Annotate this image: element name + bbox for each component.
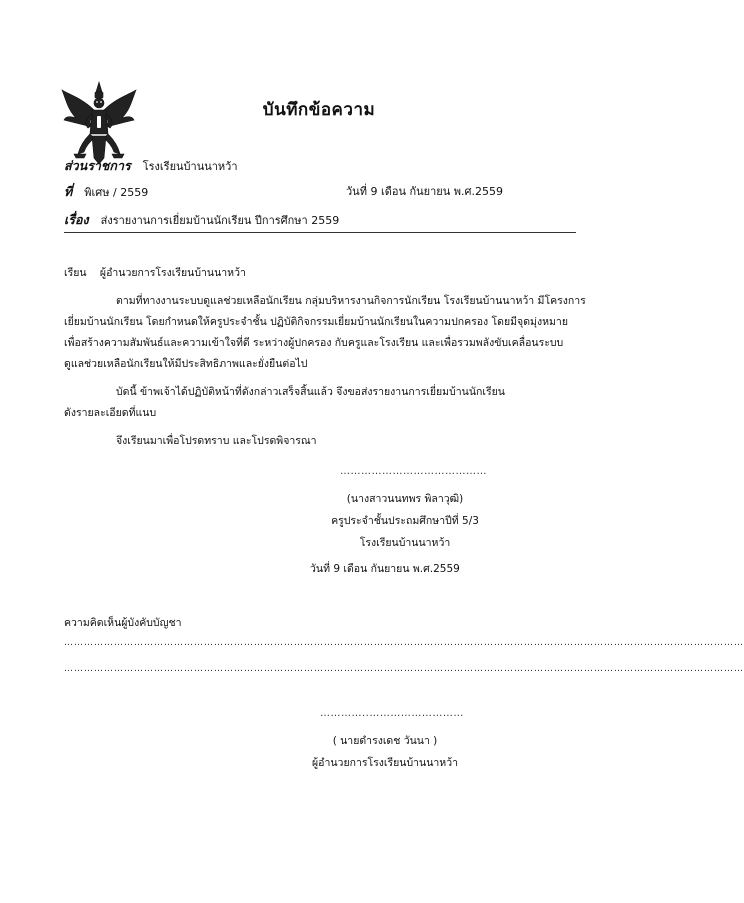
body-line-7: จึงเรียนมาเพื่อโปรดทราบ และโปรดพิจารณา <box>116 435 317 447</box>
body-line-5: บัดนี้ ข้าพเจ้าได้ปฏิบัติหน้าที่ดังกล่าวเสร็จสิ้นแล้ว จึงขอส่งรายงานการเยี่ยมบ้านนักเรียน <box>116 386 505 398</box>
reference-row <box>64 182 148 202</box>
document-title: บันทึกข้อความ <box>262 100 376 120</box>
opinion-line-2: …………………………………………………………………………………………………………………………………………………………………………………… <box>64 664 744 674</box>
salutation <box>64 264 246 281</box>
body-line-6: ดังรายละเอียดที่แนบ <box>64 407 157 419</box>
subject-label: เรื่อง <box>64 212 89 227</box>
agency-label: ส่วนราชการ <box>64 158 131 173</box>
opinion-line-1: …………………………………………………………………………………………………………………………………………………………………………………… <box>64 638 744 648</box>
subject-value: ส่งรายงานการเยี่ยมบ้านนักเรียน ปีการศึกษา 2559 <box>100 214 340 227</box>
salutation-value: ผู้อำนวยการโรงเรียนบ้านนาหว้า <box>99 267 246 279</box>
teacher-school: โรงเรียนบ้านนาหว้า <box>359 537 451 549</box>
director-name: ( นายดำรงเดช วันนา ) <box>332 735 438 747</box>
reference-value: พิเศษ / 2559 <box>84 186 149 199</box>
subject-row <box>64 210 339 230</box>
agency-value: โรงเรียนบ้านนาหว้า <box>142 160 238 173</box>
director-position: ผู้อำนวยการโรงเรียนบ้านนาหว้า <box>312 757 458 769</box>
teacher-position: ครูประจำชั้นประถมศึกษาปีที่ 5/3 <box>331 515 479 527</box>
signature-line-director: …………..……………………… <box>320 708 464 719</box>
header-divider <box>64 232 576 233</box>
salutation-label: เรียน <box>64 267 87 279</box>
reference-label: ที่ <box>64 184 73 199</box>
body-line-2: เยี่ยมบ้านนักเรียน โดยกำหนดให้ครูประจำชั้น ปฏิบัติกิจกรรมเยี่ยมบ้านนักเรียนในความปกครอง โดยมีจุดมุ่งหมาย <box>64 316 568 328</box>
opinion-label: ความคิดเห็นผู้บังคับบัญชา <box>64 617 182 629</box>
document-date: วันที่ 9 เดือน กันยายน พ.ศ.2559 <box>346 185 503 198</box>
agency-row <box>64 156 238 176</box>
teacher-name: (นางสาวนนทพร พิลาวุฒิ) <box>346 493 464 505</box>
signature-date: วันที่ 9 เดือน กันยายน พ.ศ.2559 <box>310 563 460 575</box>
body-line-3: เพื่อสร้างความสัมพันธ์และความเข้าใจที่ดี ระหว่างผู้ปกครอง กับครูและโรงเรียน และเพื่อรวมพลังขับเคลื่อนระบบ <box>64 337 564 349</box>
body-line-1: ตามที่ทางงานระบบดูแลช่วยเหลือนักเรียน กลุ่มบริหารงานกิจการนักเรียน โรงเรียนบ้านนาหว้า มีโครงการ <box>116 295 586 307</box>
garuda-emblem-icon <box>58 80 140 166</box>
signature-line-teacher: …………………………………… <box>340 466 487 477</box>
body-line-4: ดูแลช่วยเหลือนักเรียนให้มีประสิทธิภาพและยั่งยืนต่อไป <box>64 358 308 370</box>
